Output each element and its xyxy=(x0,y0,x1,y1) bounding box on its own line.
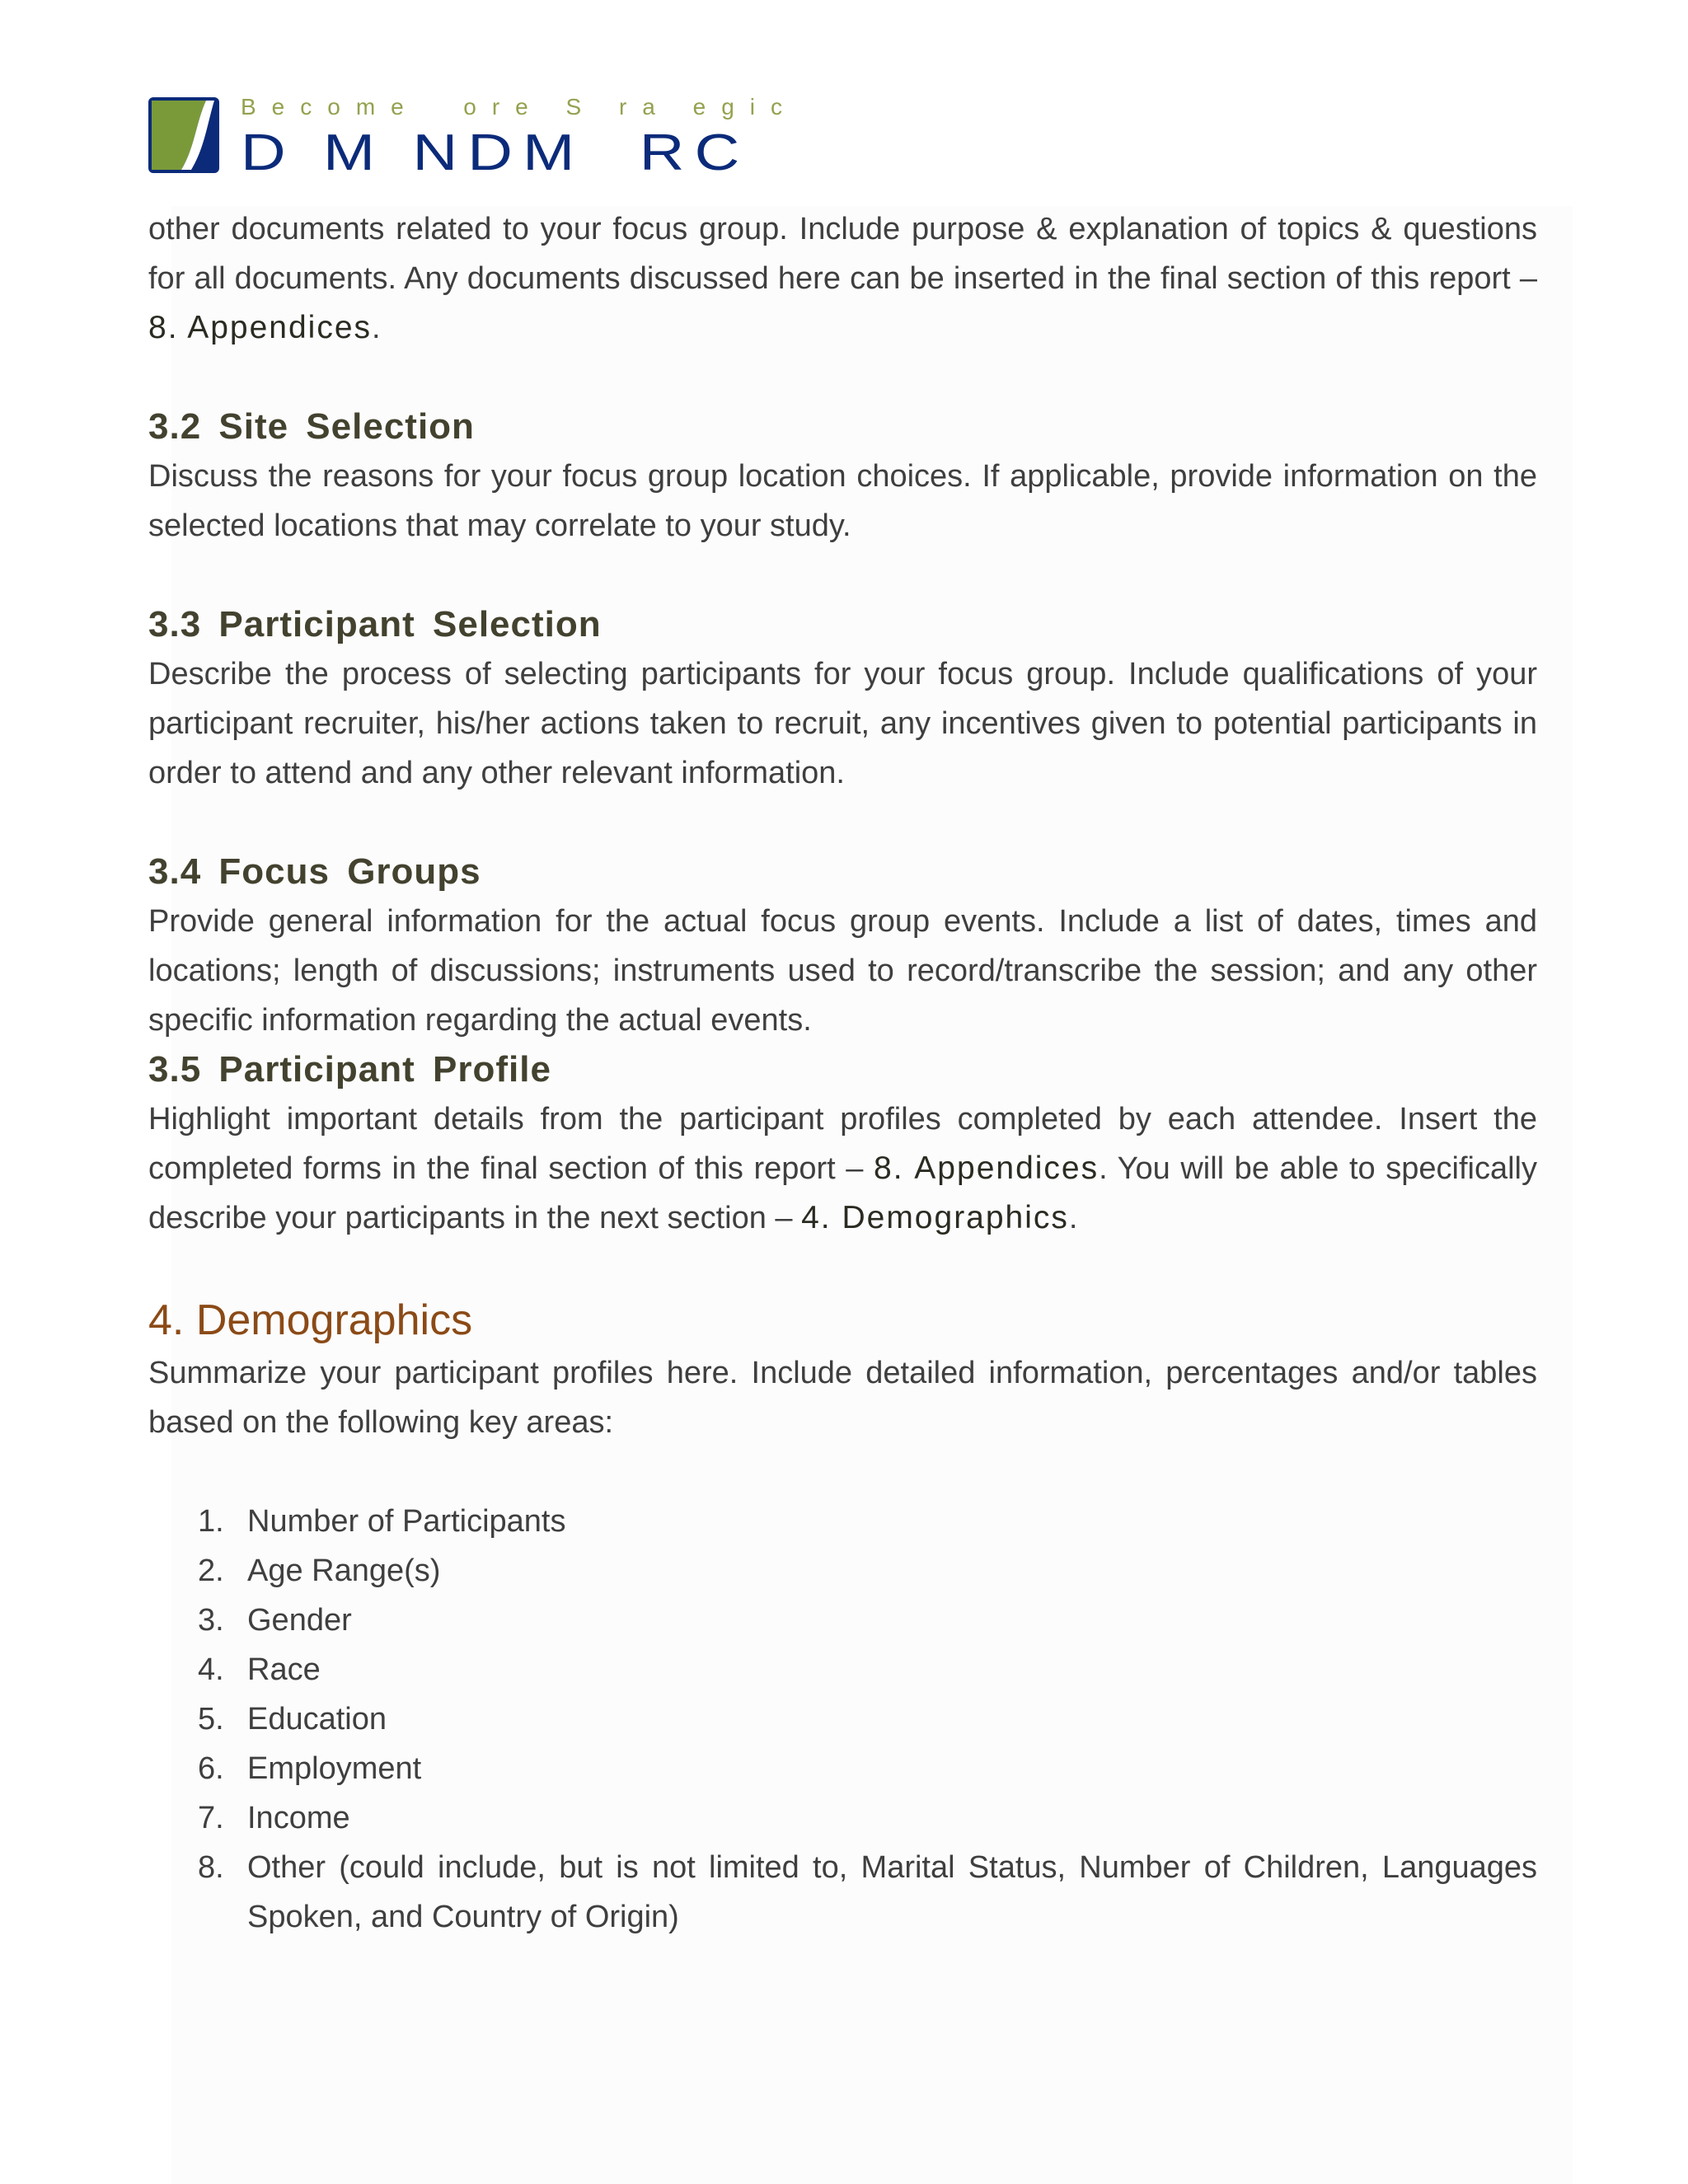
section-4-body: Summarize your participant profiles here. Include detailed information, percentages and/or tables based on the following key areas: xyxy=(148,1356,1537,1440)
list-item xyxy=(148,1744,1537,1793)
list-item xyxy=(148,1497,1537,1546)
intro-end: . xyxy=(372,311,381,345)
list-item-number: 1. xyxy=(198,1504,224,1539)
section-3-5-end: . xyxy=(1068,1201,1078,1235)
list-item-text: Gender xyxy=(247,1603,352,1638)
list-item-text: Income xyxy=(247,1801,350,1835)
list-item-number: 7. xyxy=(198,1801,224,1835)
list-item-number: 6. xyxy=(198,1751,224,1786)
section-3-2-heading: 3.2 Site Selection xyxy=(148,406,475,447)
list-item-text: Education xyxy=(247,1702,387,1736)
list-item-text: Age Range(s) xyxy=(247,1554,441,1588)
document-body xyxy=(148,204,1537,1942)
logo-tagline: Become ore S ra egic xyxy=(241,94,799,120)
key-areas-list xyxy=(148,1497,1537,1942)
list-item-number: 4. xyxy=(198,1652,224,1687)
section-3-4-heading: 3.4 Focus Groups xyxy=(148,851,481,892)
section-3-5-body xyxy=(148,1094,1537,1243)
list-item-text: Employment xyxy=(247,1751,422,1786)
appendices-reference: 8. Appendices xyxy=(874,1151,1100,1186)
list-item xyxy=(148,1843,1537,1942)
list-item-text: Number of Participants xyxy=(247,1504,566,1539)
section-3-3-body: Describe the process of selecting participants for your focus group. Include qualifications of your participant recruiter, his/her actions taken to recruit, any incentives given to potential participants in order to attend and any other relevant information. xyxy=(148,657,1537,790)
list-item xyxy=(148,1546,1537,1596)
intro-text: other documents related to your focus group. Include purpose & explanation of topics & questions for all documents. Any documents discussed here can be inserted in the final section of this report – xyxy=(148,212,1537,296)
list-item-text: Race xyxy=(247,1652,321,1687)
section-3-3-heading: 3.3 Participant Selection xyxy=(148,604,602,644)
demographics-reference: 4. Demographics xyxy=(801,1200,1069,1235)
list-item xyxy=(148,1694,1537,1744)
list-item xyxy=(148,1793,1537,1843)
section-3-4-body: Provide general information for the actual focus group events. Include a list of dates, times and locations; length of discussions; instruments used to record/transcribe the session; and any other specific information regarding the actual events. xyxy=(148,904,1537,1038)
list-item-number: 3. xyxy=(198,1603,224,1638)
section-4-heading: 4. Demographics xyxy=(148,1296,473,1344)
section-3-5-heading: 3.5 Participant Profile xyxy=(148,1049,551,1090)
section-3-2-body: Discuss the reasons for your focus group location choices. If applicable, provide information on the selected locations that may correlate to your study. xyxy=(148,459,1537,543)
list-item xyxy=(148,1645,1537,1694)
appendices-reference: 8. Appendices xyxy=(148,310,373,345)
intro-paragraph xyxy=(148,204,1537,353)
list-item xyxy=(148,1596,1537,1645)
list-item-number: 5. xyxy=(198,1702,224,1736)
list-item-text: Other (could include, but is not limited to, Marital Status, Number of Children, Languages Spoken, and Country of Origin) xyxy=(247,1850,1537,1934)
section-3-5-text-a: Highlight important details from the participant profiles completed by each attendee. Insert the completed forms in the final section of this report – xyxy=(148,1102,1537,1186)
list-item-number: 2. xyxy=(198,1554,224,1588)
logo-wordmark: D M NDM RC xyxy=(241,124,750,181)
list-item-number: 8. xyxy=(198,1850,224,1885)
company-logo xyxy=(148,92,808,181)
section-3-5-text-b: . You will be able to specifically describe your participants in the next section – xyxy=(148,1151,1538,1235)
logo-mark-icon xyxy=(148,97,219,173)
